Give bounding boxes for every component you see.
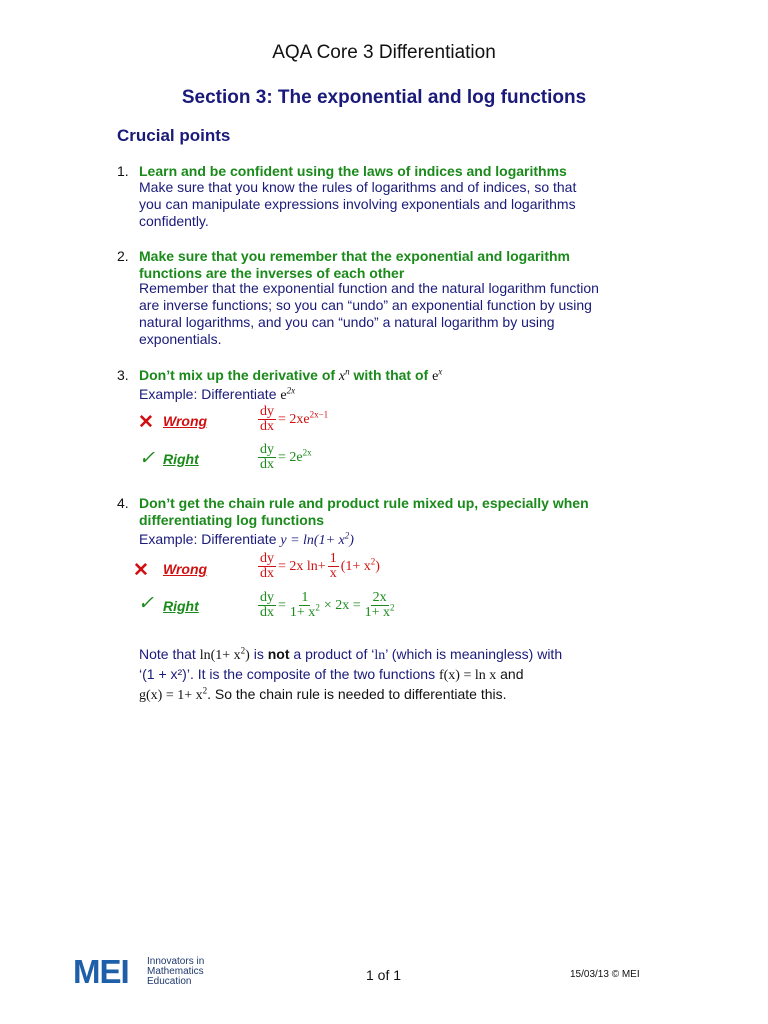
note-text: ‘(1 + x²)’. It is the composite of the two functions [139,666,436,682]
note-text: a product of ‘ [293,646,375,662]
frac-num: dy [260,590,274,605]
fraction-dy-dx [258,405,276,434]
expr-sup: 2x [286,385,296,396]
den-text: 1+ x [364,605,391,620]
wrong-rhs [278,408,329,428]
rhs-close: ) [375,558,380,574]
note-not: not [267,646,290,662]
den-sup: 2 [390,602,395,613]
point-3-heading-b: with that of [353,367,429,383]
frac-den: x [329,566,337,581]
wrong-equation [256,405,328,434]
fraction-dy-dx [258,552,276,581]
gx-text: g(x) = 1+ x [139,688,203,703]
point-4-heading-line: differentiating log functions [139,512,325,528]
rhs-sup: 2x−1 [309,408,329,419]
frac-num: 2x [372,590,387,605]
point-3-example [139,386,295,404]
right-equation [256,443,312,472]
example-expr [280,530,354,548]
den-text: 1+ x [289,605,316,620]
frac-num: 1 [329,551,337,566]
point-1-body [139,179,576,230]
note-gx [139,685,208,703]
fraction-dy-dx [258,443,276,472]
document-title: AQA Core 3 Differentiation [272,42,496,63]
expr-close: ) [245,648,250,663]
frac-den: dx [260,419,274,434]
frac-den: dx [260,605,274,620]
frac-den [288,602,322,620]
tagline-line: Mathematics [147,966,204,977]
wrong-label: Wrong [163,561,208,577]
expr-e: e [280,388,287,403]
right-equation: $\frac{dy}{dx}$ = $\frac{1}{1+ x^2}$ × 2x = $\frac{2x}{1+ x^2}$ [260,590,395,620]
point-4-example [139,531,354,549]
point-4-number: 4. [117,495,129,511]
note-ln: ln [374,648,386,663]
note-text [293,646,562,662]
expr-sup: 2 [344,530,350,541]
check-icon: ✓ [138,593,154,614]
note-line-1 [139,646,562,664]
note-expr [199,645,250,663]
point-1-heading: Learn and be confident using the laws of indices and logarithms [139,163,567,179]
rhs-text: = 2e [278,449,303,465]
rhs-sup: 2x [302,446,312,457]
rhs-text: = 2x ln+ [278,558,326,574]
point-2-body-line: exponentials. [139,331,222,347]
note-text: . So the chain rule is needed to differentiate this. [207,686,507,702]
point-1-number: 1. [117,163,129,179]
page-number: 1 of 1 [366,967,402,983]
note-line-2 [139,666,524,684]
expr-sup: 2 [240,645,246,656]
frac-num: dy [260,442,274,457]
subheading-crucial-points: Crucial points [117,126,231,145]
note-text: Note that [139,646,196,662]
point-1-body-line: you can manipulate expressions involving exponentials and logarithms [139,196,576,212]
point-3-heading-var [338,366,350,384]
rhs-text: (1+ x [340,558,371,574]
date-copyright: 15/03/13 © MEI [570,969,640,980]
var-x: x [338,369,346,384]
frac-den: dx [260,566,274,581]
mei-tagline [147,957,204,987]
frac-num: dy [260,551,274,566]
point-3-number: 3. [117,367,129,383]
fraction-1-over-x [328,552,339,581]
example-label: Example: Differentiate [139,386,277,402]
den-sup: 2 [315,602,320,613]
point-2-heading-line: functions are the inverses of each other [139,265,405,281]
point-2-body-line: are inverse functions; so you can “undo” an exponential function by using [139,297,592,313]
tagline-line: Education [147,976,192,987]
mei-logo-text: MEI [73,953,129,990]
rhs-tail [340,555,380,575]
point-1-body-line: Make sure that you know the rules of logarithms and of indices, so that [139,179,577,195]
point-3-heading [139,367,442,385]
frac-den [363,602,397,620]
example-label: Example: Differentiate [139,531,277,547]
point-2-body-line: natural logarithms, and you can “undo” a natural logarithm by using [139,314,555,330]
tagline-line: Innovators in [147,956,205,967]
right-rhs [278,446,312,466]
expr-text: ln(1+ x [199,648,241,663]
fraction-2x-over-1-plus-x2 [363,591,397,620]
frac-num: dy [260,404,274,419]
fraction-dy-dx [258,591,276,620]
point-4-heading [139,495,589,529]
check-icon: ✓ [139,448,155,469]
note-fx: f(x) = ln x [438,668,497,683]
sup-n: n [345,366,350,377]
cross-icon: ✕ [138,412,154,433]
point-2-body [139,280,599,348]
right-label: Right [163,451,199,467]
frac-den: dx [260,457,274,472]
fraction-1-over-1-plus-x2 [288,591,322,620]
wrong-label: Wrong [163,413,208,429]
point-3-heading-a: Don’t mix up the derivative of [139,367,336,383]
point-3-heading-e [432,366,443,384]
note-text: is [253,646,264,662]
expr-close: ) [349,533,354,548]
point-2-heading-line: Make sure that you remember that the exponential and logarithm [139,248,570,264]
note-line-3 [139,686,507,704]
var-e: e [432,369,439,384]
point-2-heading [139,248,570,282]
section-title: Section 3: The exponential and log functions [181,87,587,108]
rhs-mid: × 2x = [323,597,361,613]
cross-icon: ✕ [133,560,149,581]
rhs-text: = 2xe [278,411,310,427]
note-text: and [500,666,524,682]
point-2-number: 2. [117,248,129,264]
right-label: Right [163,598,199,614]
rhs-sup: 2 [370,555,376,566]
gx-sup: 2 [202,685,208,696]
frac-num: 1 [301,590,309,605]
mei-logo [73,953,145,990]
point-4-heading-line: Don’t get the chain rule and product rule mixed up, especially when [139,495,589,511]
sup-x: x [438,366,443,377]
wrong-equation [256,552,380,581]
example-expr [280,385,296,403]
point-2-body-line: Remember that the exponential function and the natural logarithm function [139,280,599,296]
note-text: ’ (which is meaningless) with [385,646,563,662]
expr-text: y = ln(1+ x [280,533,345,548]
point-1-body-line: confidently. [139,213,209,229]
